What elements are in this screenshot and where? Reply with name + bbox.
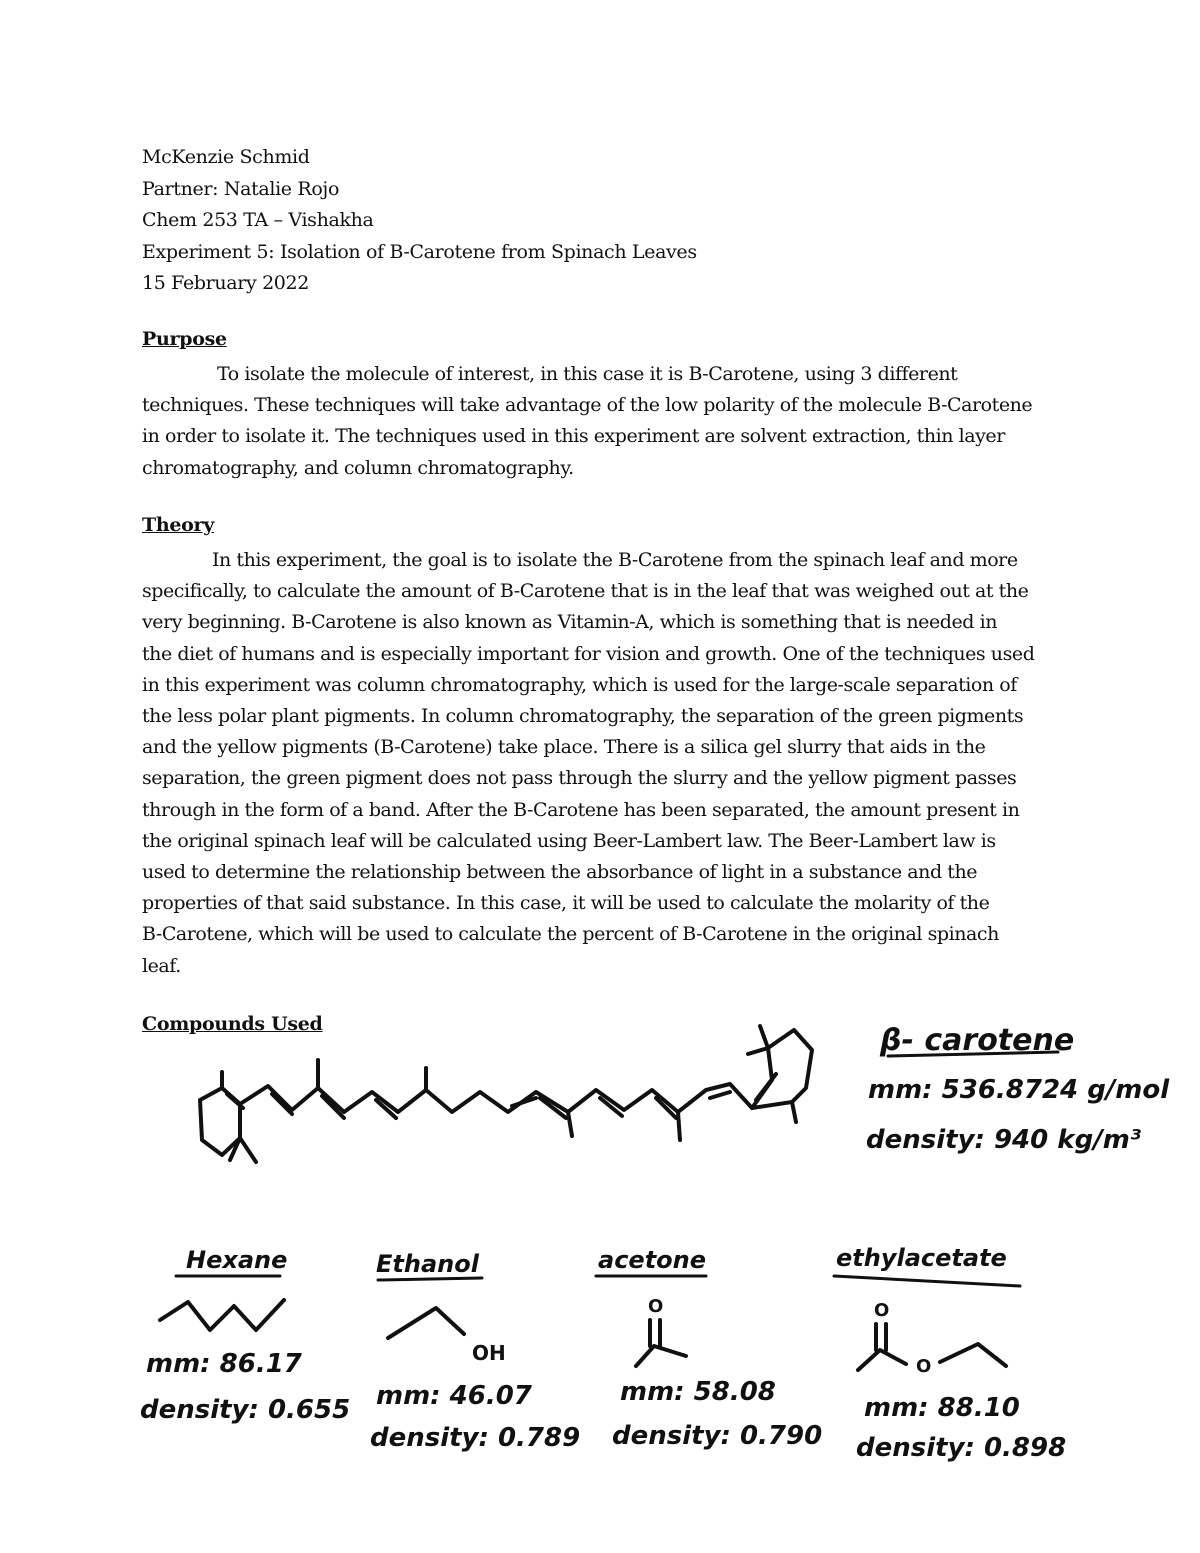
ethanol-structure [388, 1308, 464, 1338]
ethanol-oh-label: OH [472, 1341, 506, 1365]
paragraph-line: in order to isolate it. The techniques used in this experiment are solvent extraction, thin layer [142, 425, 1005, 448]
hexane-compound [140, 1246, 350, 1425]
paragraph-line: chromatography, and column chromatography. [142, 456, 574, 479]
course-ta: Chem 253 TA – Vishakha [142, 209, 374, 231]
paragraph-line: In this experiment, the goal is to isolate the B-Carotene from the spinach leaf and more [212, 549, 1018, 571]
purpose-heading: Purpose [142, 328, 227, 350]
hexane-density: density: 0.655 [140, 1395, 351, 1425]
acetone-name: acetone [598, 1246, 707, 1274]
ethylacetate-structure [858, 1350, 906, 1370]
paragraph-line: the less polar plant pigments. In column chromatography, the separation of the green pigments [142, 705, 1024, 728]
acetone-compound [596, 1246, 822, 1451]
author-name: McKenzie Schmid [142, 146, 310, 168]
beta-carotene-structure [200, 1026, 812, 1162]
acetone-molar-mass: mm: 58.08 [620, 1377, 776, 1407]
ethanol-density: density: 0.789 [370, 1423, 581, 1453]
hexane-name: Hexane [186, 1246, 288, 1274]
compounds-heading: Compounds Used [142, 1013, 323, 1035]
acetone-structure [636, 1346, 686, 1366]
beta-carotene-molar-mass: mm: 536.8724 g/mol [868, 1075, 1170, 1105]
ethanol-name: Ethanol [376, 1250, 479, 1278]
paragraph-line: B-Carotene, which will be used to calculate the percent of B-Carotene in the original spinach [142, 923, 999, 946]
paragraph-line: the diet of humans and is especially important for vision and growth. One of the techniques used [142, 642, 1035, 665]
paragraph-line: very beginning. B-Carotene is also known as Vitamin-A, which is something that is needed in [142, 611, 997, 634]
paragraph-line: the original spinach leaf will be calculated using Beer-Lambert law. The Beer-Lambert law is [142, 829, 996, 852]
ethanol-compound [370, 1250, 580, 1453]
paragraph-line: separation, the green pigment does not pass through the slurry and the yellow pigment passes [142, 767, 1017, 790]
paragraph-line: in this experiment was column chromatography, which is used for the large-scale separation of [142, 673, 1017, 696]
paragraph-line: techniques. These techniques will take advantage of the low polarity of the molecule B-Carotene [142, 394, 1033, 417]
ethylacetate-molar-mass: mm: 88.10 [864, 1393, 1020, 1423]
theory-heading: Theory [142, 514, 214, 536]
paragraph-line: specifically, to calculate the amount of B-Carotene that is in the leaf that was weighed out at the [142, 580, 1029, 603]
partner-name: Partner: Natalie Rojo [142, 177, 340, 200]
hexane-molar-mass: mm: 86.17 [146, 1349, 302, 1379]
beta-carotene-name: β- carotene [880, 1023, 1075, 1058]
paragraph-line: To isolate the molecule of interest, in this case it is B-Carotene, using 3 different [217, 363, 958, 385]
experiment-title: Experiment 5: Isolation of B-Carotene from Spinach Leaves [142, 240, 697, 263]
hexane-structure [160, 1300, 284, 1330]
beta-carotene-density: density: 940 kg/m³ [866, 1125, 1142, 1155]
beta-carotene-labels [866, 1023, 1170, 1155]
paragraph-line: properties of that said substance. In this case, it will be used to calculate the molarity of the [142, 892, 990, 915]
ethylacetate-compound [834, 1244, 1066, 1463]
paragraph-line: used to determine the relationship between the absorbance of light in a substance and the [142, 861, 978, 884]
paragraph-line: through in the form of a band. After the B-Carotene has been separated, the amount present in [142, 798, 1020, 821]
ethylacetate-name: ethylacetate [836, 1244, 1007, 1272]
ethylacetate-density: density: 0.898 [856, 1433, 1067, 1463]
paragraph-line: leaf. [142, 954, 181, 977]
acetone-oxygen-label: O [648, 1296, 664, 1317]
ethylacetate-ester-oxygen-label: O [916, 1356, 932, 1377]
ethanol-molar-mass: mm: 46.07 [376, 1381, 532, 1411]
document-date: 15 February 2022 [142, 272, 310, 294]
ethylacetate-carbonyl-oxygen-label: O [874, 1300, 890, 1321]
paragraph-line: and the yellow pigments (B-Carotene) take place. There is a silica gel slurry that aids in the [142, 736, 986, 759]
acetone-density: density: 0.790 [612, 1421, 823, 1451]
